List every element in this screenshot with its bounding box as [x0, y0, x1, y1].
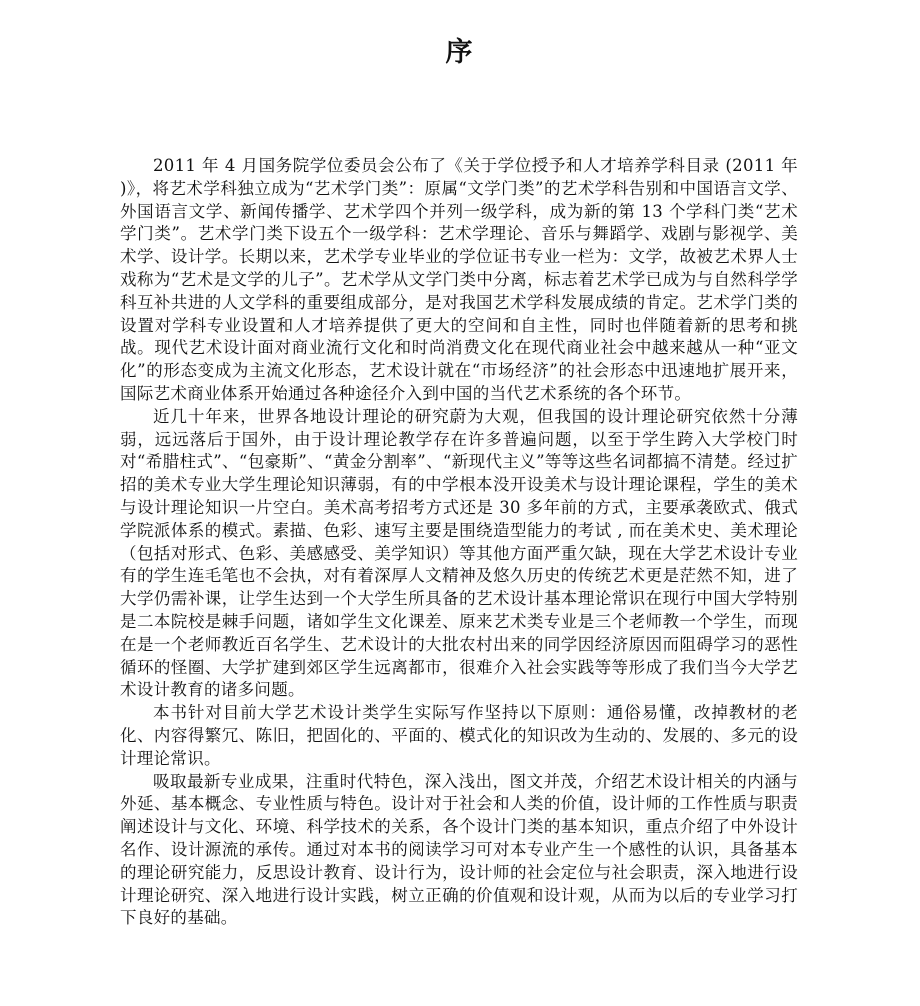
paragraph-4: 吸取最新专业成果，注重时代特色，深入浅出，图文并茂，介绍艺术设计相关的内涵与外延、基本概念、专业性质与特色。设计对于社会和人类的价值，设计师的工作性质与职责阐述设计与文化、环境、科学技术的关系，各个设计门类的基本知识，重点介绍了中外设计名作、设计源流的承传。通过对本书的阅读学习可对本专业产生一个感性的认识，具备基本的理论研究能力，反思设计教育、设计行为，设计师的社会定位与社会职责，深入地进行设计理论研究、深入地进行设计实践，树立正确的价值观和设计观，从而为以后的专业学习打下良好的基础。 — [120, 771, 798, 928]
paragraph-2: 近几十年来，世界各地设计理论的研究蔚为大观，但我国的设计理论研究依然十分薄弱，远远落后于国外，由于设计理论教学存在许多普遍问题，以至于学生跨入大学校门时对“希腊柱式”、“包豪斯”、“黄金分割率”、“新现代主义”等等这些名词都搞不清楚。经过扩招的美术专业大学生理论知识薄弱，有的中学根本没开设美术与设计理论课程，学生的美术与设计理论知识一片空白。美术高考招考方式还是 30 多年前的方式，主要承袭欧式、俄式学院派体系的模式。素描、色彩、速写主要是围绕造型能力的考试 , 而在美术史、美术理论（包括对形式、色彩、美感感受、美学知识）等其他方面严重欠缺，现在大学艺术设计专业有的学生连毛笔也不会执，对有着深厚人文精神及悠久历史的传统艺术更是茫然不知，进了大学仍需补课，让学生达到一个大学生所具备的艺术设计基本理论常识在现行中国大学特别是二本院校是棘手问题，诸如学生文化课差、原来艺术类专业是三个老师教一个学生，而现在是一个老师教近百名学生、艺术设计的大批农村出来的同学因经济原因而阻碍学习的恶性循环的怪圈、大学扩建到郊区学生远离都市，很难介入社会实践等等形成了我们当今大学艺术设计教育的诸多问题。 — [120, 406, 798, 700]
preface-body — [120, 155, 798, 930]
paragraph-3: 本书针对目前大学艺术设计类学生实际写作坚持以下原则：通俗易懂，改掉教材的老化、内容得繁冗、陈旧，把固化的、平面的、模式化的知识改为生动的、发展的、多元的设计理论常识。 — [120, 703, 798, 768]
paragraph-1: 2011 年 4 月国务院学位委员会公布了《关于学位授予和人才培养学科目录 (2011 年 )》，将艺术学科独立成为“艺术学门类”：原属“文学门类”的艺术学科告别和中国语言文学、外国语言文学、新闻传播学、艺术学四个并列一级学科，成为新的第 13 个学科门类“艺术学门类”。艺术学门类下设五个一级学科：艺术学理论、音乐与舞蹈学、戏剧与影视学、美术学、设计学。长期以来，艺术学专业毕业的学位证书专业一栏为：文学，故被艺术界人士戏称为“艺术是文学的儿子”。艺术学从文学门类中分离，标志着艺术学已成为与自然科学学科互补共进的人文学科的重要组成部分，是对我国艺术学科发展成绩的肯定。艺术学门类的设置对学科专业设置和人才培养提供了更大的空间和自主性，同时也伴随着新的思考和挑战。现代艺术设计面对商业流行文化和时尚消费文化在现代商业社会中越来越从一种“亚文化”的形态变成为主流文化形态，艺术设计就在“市场经济”的社会形态中迅速地扩展开来，国际艺术商业体系开始通过各种途径介入到中国的当代艺术系统的各个环节。 — [120, 156, 798, 403]
page-title: 序 — [445, 37, 475, 68]
